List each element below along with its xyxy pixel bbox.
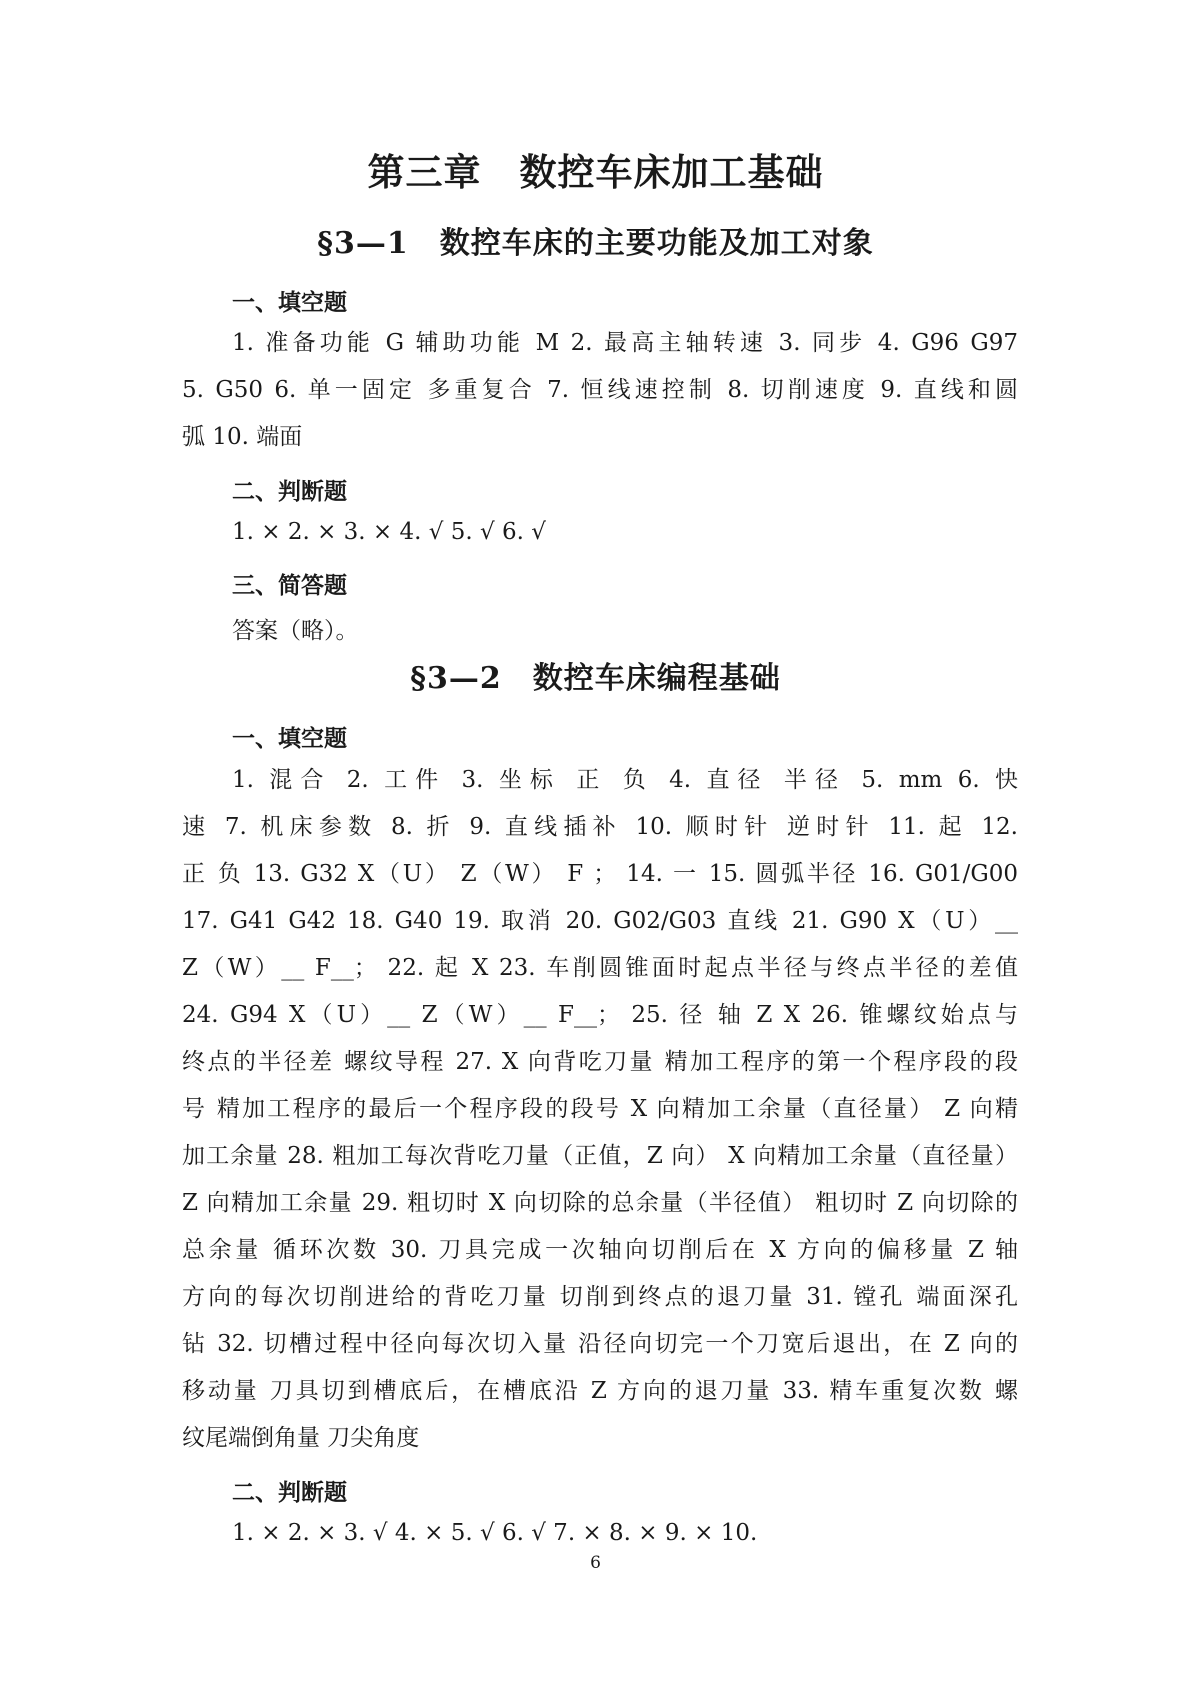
text-line: 加工余量 28. 粗加工每次背吃刀量（正值，Z 向） X 向精加工余量（直径量） [182,1143,1018,1169]
section-title-3-1: §3—1 数控车床的主要功能及加工对象 [317,226,874,261]
text-line: 钻 32. 切槽过程中径向每次切入量 沿径向切完一个刀宽后退出，在 Z 向的 [182,1331,1018,1357]
text-line: 1. 混合 2. 工件 3. 坐标 正 负 4. 直径 半径 5. mm 6. 快 [232,767,1018,793]
text-line: 方向的每次切削进给的背吃刀量 切削到终点的退刀量 31. 镗孔 端面深孔 [182,1284,1018,1310]
text-line: 弧 10. 端面 [182,424,303,450]
text-line: 纹尾端倒角量 刀尖角度 [182,1425,420,1451]
true-false-heading-3-2: 二、判断题 [232,1480,347,1506]
true-false-heading-3-1: 二、判断题 [232,479,347,505]
short-answer-text-3-1: 答案（略）。 [232,618,359,644]
text-line: 正 负 13. G32 X（U） Z（W） F ； 14. 一 15. 圆弧半径 16. G01/G00 [182,861,1018,887]
text-line: 1. 准备功能 G 辅助功能 M 2. 最高主轴转速 3. 同步 4. G96 G97 [232,330,1018,356]
text-line: 速 7. 机床参数 8. 折 9. 直线插补 10. 顺时针 逆时针 11. 起 12. [182,814,1018,840]
fill-in-heading-3-1: 一、填空题 [232,290,347,316]
text-line: 终点的半径差 螺纹导程 27. X 向背吃刀量 精加工程序的第一个程序段的段 [182,1049,1018,1075]
text-line: 17. G41 G42 18. G40 19. 取消 20. G02/G03 直线 21. G90 X（U）__ [182,908,1018,934]
page-number: 6 [590,1553,601,1573]
text-line: 总余量 循环次数 30. 刀具完成一次轴向切削后在 X 方向的偏移量 Z 轴 [182,1237,1018,1263]
short-answer-heading-3-1: 三、简答题 [232,573,347,599]
text-line: Z（W）__ F__； 22. 起 X 23. 车削圆锥面时起点半径与终点半径的差值 [182,955,1018,981]
true-false-answers-3-1: 1. × 2. × 3. × 4. √ 5. √ 6. √ [232,519,546,545]
chapter-title: 第三章 数控车床加工基础 [367,150,824,194]
fill-in-answers-3-2 [182,757,1018,1462]
text-line: 5. G50 6. 单一固定 多重复合 7. 恒线速控制 8. 切削速度 9. 直线和圆 [182,377,1018,403]
fill-in-heading-3-2: 一、填空题 [232,726,347,752]
text-line: 号 精加工程序的最后一个程序段的段号 X 向精加工余量（直径量） Z 向精 [182,1096,1018,1122]
fill-in-answers-3-1 [182,320,1018,461]
text-line: 移动量 刀具切到槽底后，在槽底沿 Z 方向的退刀量 33. 精车重复次数 螺 [182,1378,1018,1404]
section-title-3-2: §3—2 数控车床编程基础 [410,661,781,696]
text-line: 24. G94 X（U）__ Z（W）__ F__； 25. 径 轴 Z X 26. 锥螺纹始点与 [182,1002,1018,1028]
text-line: Z 向精加工余量 29. 粗切时 X 向切除的总余量（半径值） 粗切时 Z 向切除的 [182,1190,1018,1216]
true-false-answers-3-2: 1. × 2. × 3. √ 4. × 5. √ 6. √ 7. × 8. × 9. × 10. [232,1520,758,1546]
